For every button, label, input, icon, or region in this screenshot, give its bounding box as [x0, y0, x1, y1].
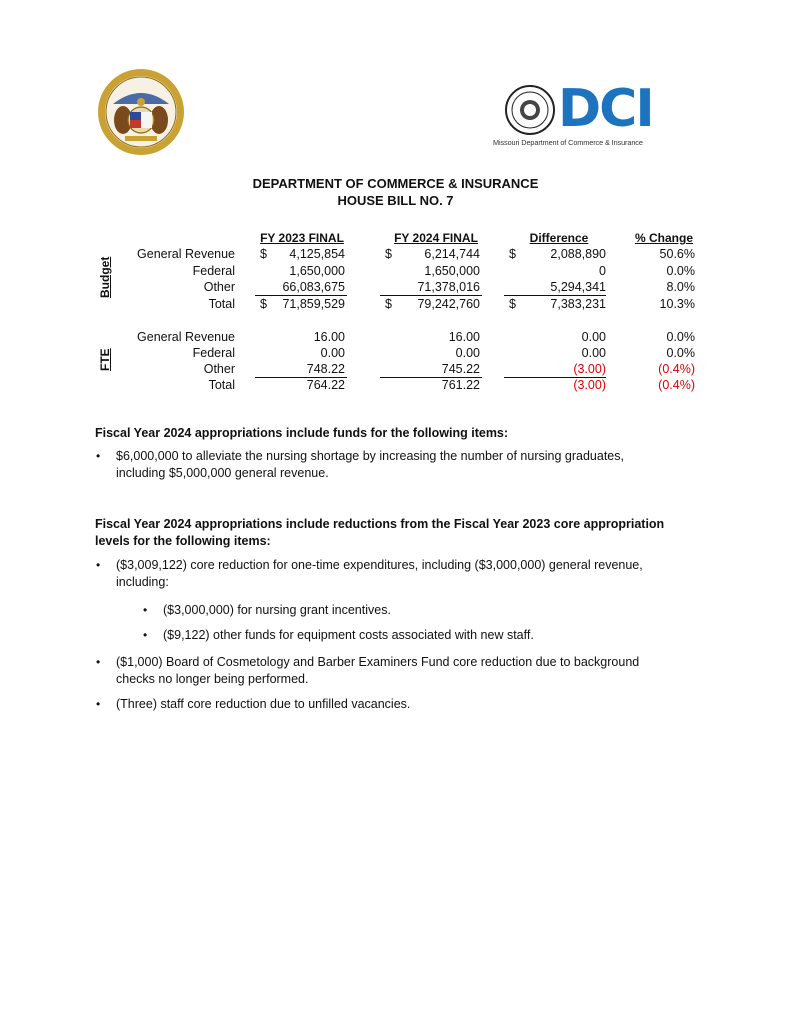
cell-fy2024: 79,242,760 — [417, 297, 480, 311]
cell-fy2023: 1,650,000 — [289, 264, 345, 278]
total-rule — [504, 377, 606, 378]
dci-wordmark: DCI — [558, 79, 653, 139]
col-header-difference: Difference — [529, 231, 589, 245]
bullet-icon: • — [96, 655, 101, 669]
dci-caption: Missouri Department of Commerce & Insurance — [493, 138, 643, 147]
seal-icon — [97, 68, 185, 156]
fte-section-label: FTE — [98, 348, 112, 371]
reduction-item: ($1,000) Board of Cosmetology and Barber Examiners Fund core reduction due to background checks no longer being performed. — [116, 655, 640, 686]
cell-pct-change: (0.4%) — [658, 378, 695, 392]
row-label: General Revenue — [137, 330, 235, 344]
cell-fy2023: 0.00 — [320, 346, 345, 360]
cell-difference: 7,383,231 — [550, 297, 606, 311]
dollar-sign: $ — [385, 297, 392, 311]
cell-fy2024: 1,650,000 — [424, 264, 480, 278]
dollar-sign: $ — [260, 247, 267, 261]
dci-seal-icon — [505, 85, 555, 135]
total-rule — [380, 377, 482, 378]
total-rule — [504, 295, 606, 296]
page-title: DEPARTMENT OF COMMERCE & INSURANCE — [252, 176, 539, 191]
total-rule — [255, 377, 347, 378]
dollar-sign: $ — [509, 297, 516, 311]
col-header-fy2023: FY 2023 FINAL — [260, 231, 344, 245]
dci-logo — [493, 79, 680, 150]
cell-fy2023: 4,125,854 — [289, 247, 345, 261]
row-label: General Revenue — [137, 247, 235, 261]
cell-pct-change: 10.3% — [659, 297, 695, 311]
cell-fy2024: 0.00 — [455, 346, 480, 360]
bullet-icon: • — [96, 697, 101, 711]
reduction-item: (Three) staff core reduction due to unfilled vacancies. — [116, 697, 411, 711]
bullet-icon: • — [143, 603, 148, 617]
cell-pct-change: 0.0% — [666, 330, 695, 344]
total-rule — [380, 295, 482, 296]
dollar-sign: $ — [509, 247, 516, 261]
funds-heading: Fiscal Year 2024 appropriations include funds for the following items: — [95, 426, 509, 440]
cell-difference: 0.00 — [581, 330, 606, 344]
col-header-fy2024: FY 2024 FINAL — [394, 231, 478, 245]
bullet-icon: • — [96, 449, 101, 463]
cell-fy2024: 71,378,016 — [417, 280, 480, 294]
cell-pct-change: 0.0% — [666, 264, 695, 278]
reduction-subitem: ($3,000,000) for nursing grant incentives. — [163, 603, 391, 617]
row-label: Total — [208, 297, 235, 311]
row-label: Other — [203, 362, 235, 376]
cell-fy2023: 66,083,675 — [282, 280, 345, 294]
cell-difference: (3.00) — [573, 362, 606, 376]
cell-pct-change: 0.0% — [666, 346, 695, 360]
dollar-sign: $ — [260, 297, 267, 311]
missouri-state-seal-logo — [97, 68, 185, 156]
cell-fy2023: 764.22 — [306, 378, 345, 392]
cell-fy2023: 71,859,529 — [282, 297, 345, 311]
cell-pct-change: 8.0% — [666, 280, 695, 294]
cell-difference: 2,088,890 — [550, 247, 606, 261]
row-label: Federal — [192, 264, 235, 278]
bullet-icon: • — [143, 628, 148, 642]
row-label: Total — [208, 378, 235, 392]
cell-pct-change: (0.4%) — [658, 362, 695, 376]
row-label: Other — [203, 280, 235, 294]
cell-fy2024: 6,214,744 — [424, 247, 480, 261]
reductions-heading: Fiscal Year 2024 appropriations include reductions from the Fiscal Year 2023 core appropriation levels for the following items: — [95, 517, 665, 548]
budget-section-label: Budget — [98, 256, 112, 298]
page-subtitle: HOUSE BILL NO. 7 — [337, 193, 454, 208]
cell-difference: 0.00 — [581, 346, 606, 360]
cell-fy2024: 761.22 — [441, 378, 480, 392]
cell-difference: 0 — [599, 264, 606, 278]
cell-fy2024: 16.00 — [448, 330, 480, 344]
cell-difference: 5,294,341 — [550, 280, 606, 294]
bullet-icon: • — [96, 558, 101, 572]
reduction-subitem: ($9,122) other funds for equipment costs associated with new staff. — [163, 628, 534, 642]
cell-fy2023: 748.22 — [306, 362, 345, 376]
cell-difference: (3.00) — [573, 378, 606, 392]
cell-pct-change: 50.6% — [659, 247, 695, 261]
cell-fy2024: 745.22 — [441, 362, 480, 376]
col-header-pct-change: % Change — [634, 231, 693, 245]
reduction-item: ($3,009,122) core reduction for one-time expenditures, including ($3,000,000) general revenue, including: — [116, 558, 643, 589]
cell-fy2023: 16.00 — [313, 330, 345, 344]
row-label: Federal — [192, 346, 235, 360]
funds-item: $6,000,000 to alleviate the nursing shortage by increasing the number of nursing graduates, including $5,000,000 general revenue. — [116, 449, 624, 480]
total-rule — [255, 295, 347, 296]
dollar-sign: $ — [385, 247, 392, 261]
